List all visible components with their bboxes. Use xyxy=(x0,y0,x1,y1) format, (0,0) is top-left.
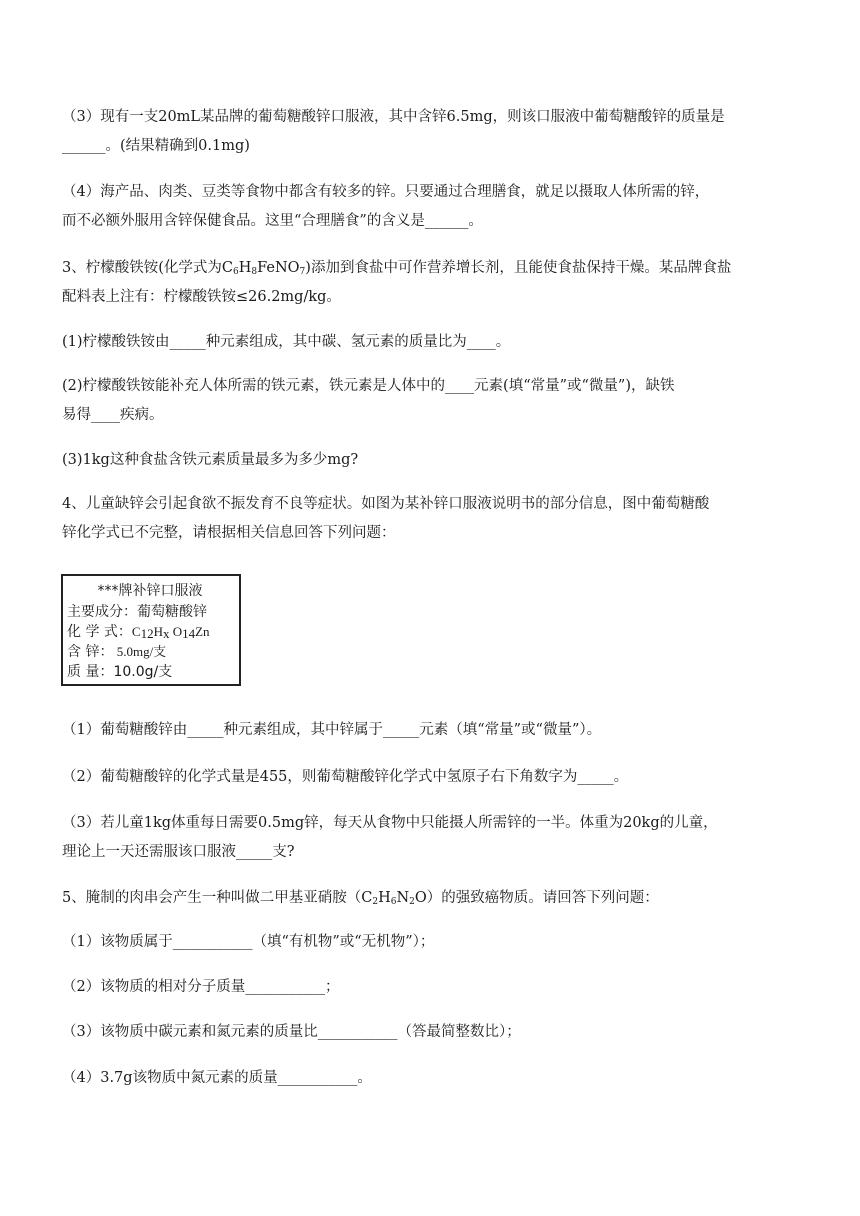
q4-intro-line1: 4、儿童缺锌会引起食欲不振发育不良等症状。如图为某补锌口服液说明书的部分信息，图中葡萄糖酸 xyxy=(62,496,710,512)
q4-part3-line2: 理论上一天还需服该口服液_____支? xyxy=(62,844,295,860)
q3-intro-line1 xyxy=(62,258,731,278)
product-label-box xyxy=(61,574,241,686)
zinc-label: 含 锌： xyxy=(67,644,114,660)
q5-formula-sub-h: 6 xyxy=(390,897,397,907)
product-label-title: ***牌补锌口服液 xyxy=(97,583,203,599)
q5-formula-sub-c: 2 xyxy=(372,897,379,907)
q5-part3: （3）该物质中碳元素和氮元素的质量比___________（答最简整数比）； xyxy=(62,1024,521,1040)
q2-part3-line2: ______。(结果精确到0.1mg) xyxy=(62,138,250,154)
product-label-formula xyxy=(67,622,233,642)
q5-part4: （4）3.7g该物质中氮元素的质量___________。 xyxy=(62,1070,372,1086)
q3-formula-sub-h: 8 xyxy=(251,267,258,277)
q3-part2-line2: 易得____疾病。 xyxy=(62,407,164,423)
q5-formula-sub-n: 2 xyxy=(409,897,415,907)
q3-intro-text-c: FeNO xyxy=(257,260,300,276)
mass-value: 10.0g/支 xyxy=(113,664,173,680)
q3-intro-text-a: 3、柠檬酸铁铵(化学式为C xyxy=(62,260,233,276)
q3-intro-text-d: )添加到食盐中可作营养增长剂，且能使食盐保持干燥。某品牌食盐 xyxy=(305,260,732,276)
q4-part3-line1: （3）若儿童1kg体重每日需要0.5mg锌，每天从食物中只能摄人所需锌的一半。体重为20kg的儿童， xyxy=(62,815,718,831)
q2-part3-line1: （3）现有一支20mL某品牌的葡萄糖酸锌口服液，其中含锌6.5mg，则该口服液中葡萄糖酸锌的质量是 xyxy=(62,109,725,125)
q2-part4-line1: （4）海产品、肉类、豆类等食物中都含有较多的锌。只要通过合理膳食，就足以摄取人体所需的锌， xyxy=(62,184,710,200)
product-label-ingredient: 主要成分：葡萄糖酸锌 xyxy=(67,604,207,620)
zinc-value: 5.0mg/支 xyxy=(113,644,167,659)
formula-label: 化 学 式： xyxy=(67,624,132,640)
q5-intro-text-b: H xyxy=(378,890,391,906)
q4-part2: （2）葡萄糖酸锌的化学式量是455，则葡萄糖酸锌化学式中氢原子右下角数字为_____。 xyxy=(62,769,629,785)
q5-intro-text-a: 5、腌制的肉串会产生一种叫做二甲基亚硝胺（C xyxy=(62,890,373,906)
formula-c: C xyxy=(131,624,141,639)
q4-part1: （1）葡萄糖酸锌由_____种元素组成，其中锌属于_____元素（填“常量”或“微量”）。 xyxy=(62,722,602,738)
formula-zn: Zn xyxy=(195,624,210,639)
q5-intro xyxy=(62,888,659,908)
formula-h-sub: x xyxy=(162,626,170,641)
q2-part4-line2: 而不必额外服用含锌保健食品。这里“合理膳食”的含义是______。 xyxy=(62,213,483,229)
q5-part2: （2）该物质的相对分子质量___________； xyxy=(62,979,340,995)
q4-intro-line2: 锌化学式已不完整，请根据相关信息回答下列问题： xyxy=(62,525,396,541)
q3-formula-sub-c: 6 xyxy=(232,267,239,277)
q3-intro-line2: 配料表上注有：柠檬酸铁铵≤26.2mg/kg。 xyxy=(62,289,341,305)
q5-intro-text-c: N xyxy=(396,890,410,906)
q5-intro-text-d: O）的强致癌物质。请回答下列问题： xyxy=(414,890,659,906)
q3-intro-text-b: H xyxy=(238,260,252,276)
q3-formula-sub-o: 7 xyxy=(299,267,306,277)
product-label-zinc xyxy=(67,642,233,662)
q5-part1: （1）该物质属于___________（填“有机物”或“无机物”）； xyxy=(62,934,435,950)
formula-o-sub: 14 xyxy=(182,626,196,641)
formula-c-sub: 12 xyxy=(140,626,154,641)
q3-part3: (3)1kg这种食盐含铁元素质量最多为多少mg? xyxy=(62,452,359,468)
mass-label: 质 量： xyxy=(67,664,114,680)
formula-o: O xyxy=(169,624,183,639)
q3-part1: (1)柠檬酸铁铵由_____种元素组成，其中碳、氢元素的质量比为____。 xyxy=(62,334,511,350)
formula-h: H xyxy=(153,624,163,639)
product-label-mass xyxy=(67,662,233,682)
q3-part2-line1: (2)柠檬酸铁铵能补充人体所需的铁元素，铁元素是人体中的____元素(填“常量”或“微量”)，缺铁 xyxy=(62,378,675,394)
